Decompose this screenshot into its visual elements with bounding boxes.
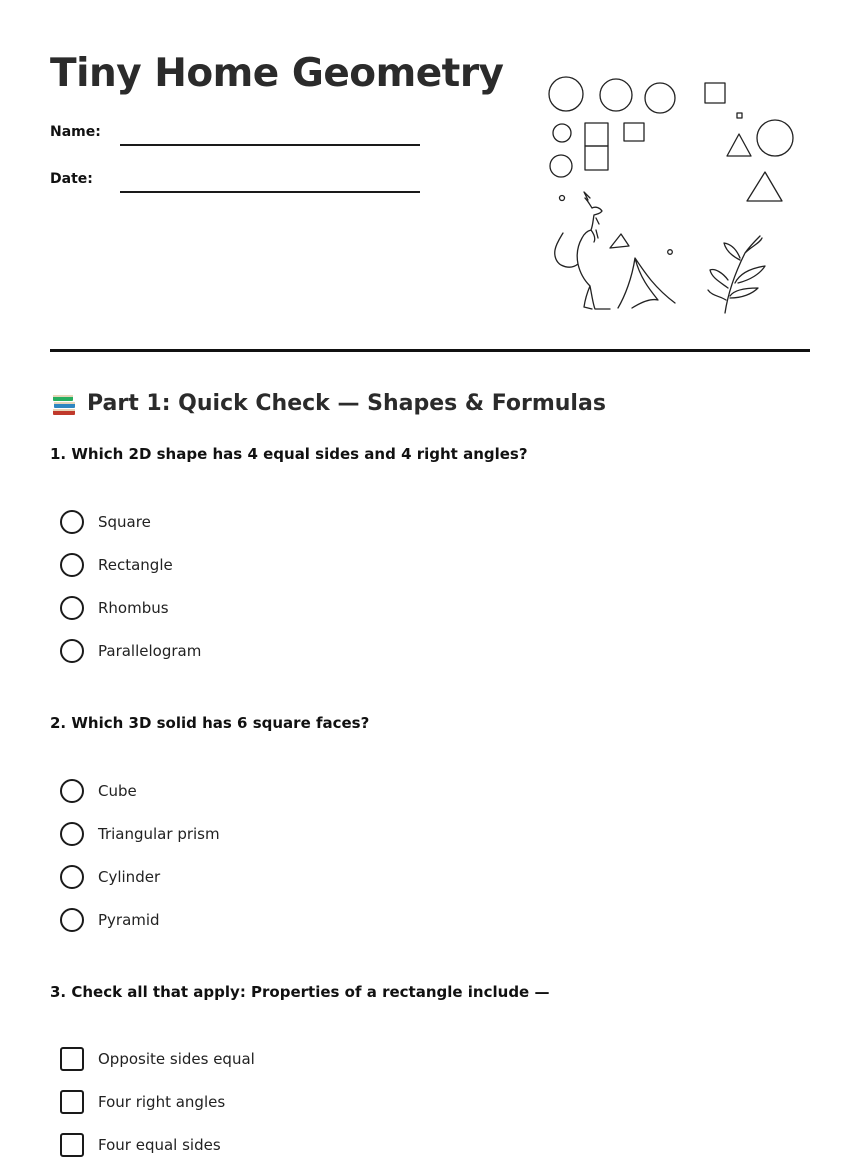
- q2-option-pyramid[interactable]: [60, 906, 160, 934]
- question-3-prompt: 3. Check all that apply: Properties of a rectangle include —: [50, 983, 550, 1001]
- tent-doodle: [618, 258, 675, 308]
- q1-option-parallelogram[interactable]: [60, 637, 201, 665]
- q2-option-cylinder[interactable]: [60, 863, 160, 891]
- radio-button[interactable]: [60, 553, 84, 577]
- triangle-shape: [747, 172, 782, 201]
- option-label: Pyramid: [98, 911, 160, 929]
- q1-option-square[interactable]: [60, 508, 151, 536]
- radio-button[interactable]: [60, 865, 84, 889]
- square-shape: [585, 146, 608, 170]
- radio-button[interactable]: [60, 908, 84, 932]
- q2-option-cube[interactable]: [60, 777, 137, 805]
- circle-shape: [757, 120, 793, 156]
- option-label: Cube: [98, 782, 137, 800]
- radio-button[interactable]: [60, 822, 84, 846]
- checkbox[interactable]: [60, 1047, 84, 1071]
- part1-heading-text: Part 1: Quick Check — Shapes & Formulas: [87, 391, 606, 416]
- option-label: Parallelogram: [98, 642, 202, 660]
- radio-button[interactable]: [60, 639, 84, 663]
- square-shape: [585, 123, 608, 146]
- checkbox[interactable]: [60, 1090, 84, 1114]
- shapes-kangaroo-plant-illustration: [540, 68, 810, 318]
- circle-shape: [560, 196, 565, 201]
- question-1-prompt: 1. Which 2D shape has 4 equal sides and 4 right angles?: [50, 445, 528, 463]
- books-icon: [50, 390, 78, 418]
- square-shape: [705, 83, 725, 103]
- q3-option-four-right-angles[interactable]: [60, 1088, 225, 1116]
- circle-shape: [645, 83, 675, 113]
- q3-option-opposite-sides-equal[interactable]: [60, 1045, 255, 1073]
- question-2-prompt: 2. Which 3D solid has 6 square faces?: [50, 714, 370, 732]
- option-label: Cylinder: [98, 868, 161, 886]
- q2-option-triangular-prism[interactable]: [60, 820, 220, 848]
- part1-heading: [50, 388, 606, 420]
- option-label: Triangular prism: [98, 825, 220, 843]
- circle-shape: [600, 79, 632, 111]
- q1-option-rhombus[interactable]: [60, 594, 169, 622]
- plant-doodle: [708, 236, 765, 313]
- triangle-shape: [727, 134, 751, 156]
- page-title: Tiny Home Geometry: [50, 51, 504, 96]
- name-label: Name:: [50, 124, 101, 140]
- circle-shape: [549, 77, 583, 111]
- section-divider: [50, 349, 810, 352]
- checkbox[interactable]: [60, 1133, 84, 1157]
- q1-option-rectangle[interactable]: [60, 551, 173, 579]
- option-label: Four equal sides: [98, 1136, 221, 1154]
- option-label: Four right angles: [98, 1093, 226, 1111]
- kangaroo-doodle: [555, 198, 610, 309]
- radio-button[interactable]: [60, 596, 84, 620]
- date-input-line[interactable]: [120, 191, 420, 193]
- option-label: Rhombus: [98, 599, 169, 617]
- square-shape: [737, 113, 742, 118]
- date-field[interactable]: [50, 169, 420, 199]
- circle-shape: [668, 250, 673, 255]
- circle-shape: [550, 155, 572, 177]
- square-shape: [624, 123, 644, 141]
- circle-shape: [553, 124, 571, 142]
- radio-button[interactable]: [60, 510, 84, 534]
- name-field[interactable]: [50, 122, 420, 152]
- option-label: Square: [98, 513, 151, 531]
- q3-option-four-equal-sides[interactable]: [60, 1131, 221, 1159]
- option-label: Rectangle: [98, 556, 173, 574]
- option-label: Opposite sides equal: [98, 1050, 255, 1068]
- name-input-line[interactable]: [120, 144, 420, 146]
- triangle-shape: [610, 234, 629, 248]
- date-label: Date:: [50, 171, 93, 187]
- radio-button[interactable]: [60, 779, 84, 803]
